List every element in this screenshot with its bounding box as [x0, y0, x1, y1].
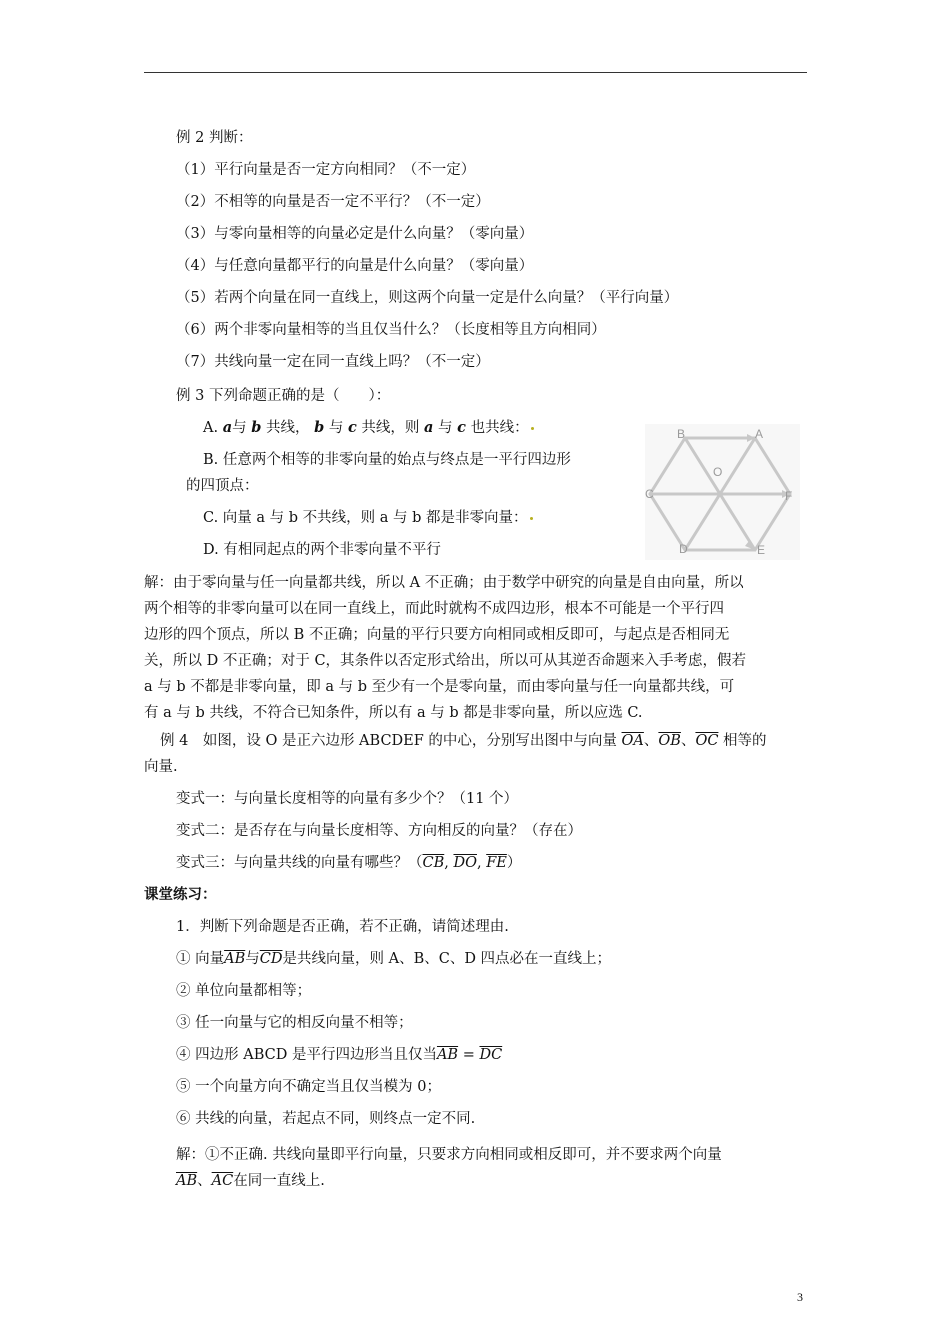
practice-item-5: ⑤ 一个向量方向不确定当且仅当模为 0；	[176, 1079, 441, 1095]
hexagon-figure	[645, 424, 800, 560]
ex3-option-b-line1: B. 任意两个相等的非零向量的始点与终点是一平行四边形	[203, 452, 571, 468]
mark-dot	[531, 427, 534, 430]
ex2-item-6: （6）两个非零向量相等的当且仅当什么？（长度相等且方向相同）	[176, 322, 606, 338]
practice-item-2: ② 单位向量都相等；	[176, 983, 312, 999]
practice-question-1: 1．判断下列命题是否正确，若不正确，请简述理由.	[176, 919, 509, 935]
header-rule	[144, 72, 807, 73]
ex2-item-5: （5）若两个向量在同一直线上，则这两个向量一定是什么向量？（平行向量）	[176, 290, 679, 306]
ex3-option-a: A. a与 b 共线， b 与 c 共线，则 a 与 c 也共线：	[203, 418, 534, 438]
practice-item-6: ⑥ 共线的向量，若起点不同，则终点一定不同.	[176, 1111, 476, 1127]
ex3-option-b-line2: 的四顶点：	[186, 478, 259, 494]
sol3-line-1: 解：由于零向量与任一向量都共线，所以 A 不正确；由于数学中研究的向量是自由向量，所以	[144, 575, 744, 591]
sol3-line-2: 两个相等的非零向量可以在同一直线上，而此时就构不成四边形，根本不可能是一个平行四	[144, 601, 724, 617]
label-d: D	[679, 542, 688, 556]
practice-solution-line-1: 解：①不正确. 共线向量即平行向量，只要求方向相同或相反即可，并不要求两个向量	[176, 1147, 722, 1163]
label-f: F	[785, 489, 793, 503]
ex3-option-c: C. 向量 a 与 b 不共线，则 a 与 b 都是非零向量：	[203, 508, 533, 528]
practice-heading: 课堂练习：	[144, 886, 217, 903]
ex4-variant-2: 变式二：是否存在与向量长度相等、方向相反的向量？（存在）	[176, 823, 582, 839]
sol3-line-3: 边形的四个顶点，所以 B 不正确；向量的平行只要方向相同或相反即可，与起点是否相同无	[144, 627, 730, 643]
ex4-line-2: 向量.	[144, 759, 178, 775]
label-a: A	[755, 427, 764, 441]
label-c: C	[645, 487, 654, 501]
practice-solution-line-2: $\overline{AB}$、$\overline{AC}$在同一直线上.	[176, 1173, 325, 1189]
ex2-item-2: （2）不相等的向量是否一定不平行？（不一定）	[176, 194, 490, 210]
ex4-variant-3: 变式三：与向量共线的向量有哪些？（$\overline{CB}$, $\overline{DO}$, $\overline{FE}$）	[176, 855, 522, 871]
sol3-line-6: 有 a 与 b 共线，不符合已知条件，所以有 a 与 b 都是非零向量，所以应选 C.	[144, 705, 643, 721]
practice-item-4: ④ 四边形 ABCD 是平行四边形当且仅当$\overline{AB} = \overline{DC}$	[176, 1047, 503, 1063]
ex3-option-d: D. 有相同起点的两个非零向量不平行	[203, 542, 441, 558]
ex3-title: 例 3 下列命题正确的是（ ）：	[176, 388, 391, 404]
ex2-title: 例 2 判断：	[176, 130, 253, 146]
hexagon-diagram	[645, 424, 800, 560]
ex2-item-4: （4）与任意向量都平行的向量是什么向量？（零向量）	[176, 258, 534, 274]
label-e: E	[757, 543, 766, 557]
sol3-line-4: 关，所以 D 不正确；对于 C，其条件以否定形式给出，所以可从其逆否命题来入手考虑，假若	[144, 653, 747, 669]
ex2-item-7: （7）共线向量一定在同一直线上吗？（不一定）	[176, 354, 490, 370]
label-b: B	[677, 427, 686, 441]
practice-item-3: ③ 任一向量与它的相反向量不相等；	[176, 1015, 413, 1031]
page-number: 3	[797, 1290, 803, 1304]
ex4-variant-1: 变式一：与向量长度相等的向量有多少个？（11 个）	[176, 791, 519, 807]
mark-dot	[530, 517, 533, 520]
practice-item-1: ① 向量$\overline{AB}$与$\overline{CD}$是共线向量，则 A、B、C、D 四点必在一直线上；	[176, 951, 612, 967]
ex2-item-1: （1）平行向量是否一定方向相同？（不一定）	[176, 162, 476, 178]
label-o: O	[713, 465, 723, 479]
ex2-item-3: （3）与零向量相等的向量必定是什么向量？（零向量）	[176, 226, 534, 242]
sol3-line-5: a 与 b 不都是非零向量，即 a 与 b 至少有一个是零向量，而由零向量与任一向量都共线，可	[144, 679, 735, 695]
ex4-line-1: 例 4 如图，设 O 是正六边形 ABCDEF 的中心，分别写出图中与向量 $\overline{OA}$、$\overline{OB}$、$\overline{OC}$ 相等的	[160, 733, 767, 749]
